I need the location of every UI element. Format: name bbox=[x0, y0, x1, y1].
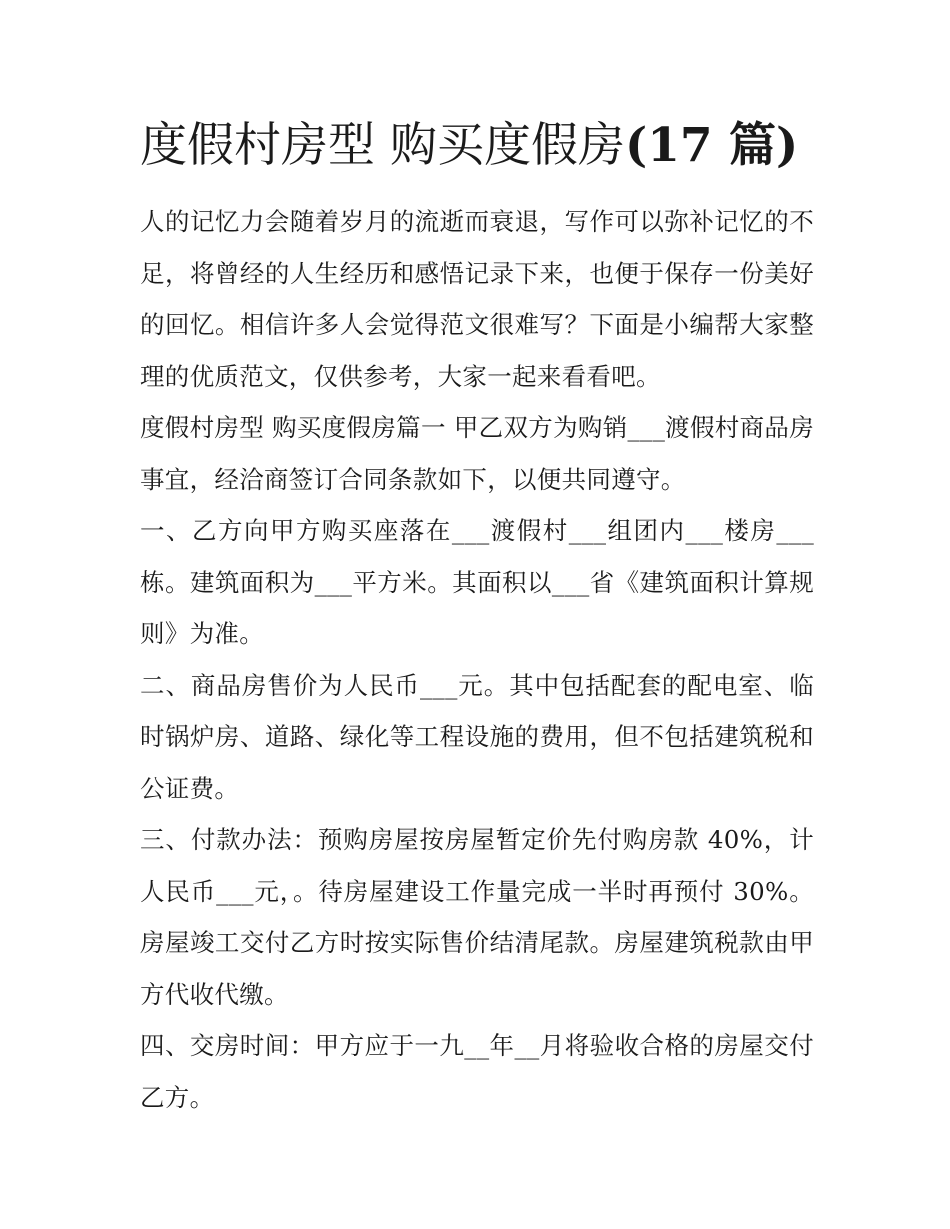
clause-1-paragraph: 一、乙方向甲方购买座落在___渡假村___组团内___楼房___栋。建筑面积为___平方米。其面积以___省《建筑面积计算规则》为准。 bbox=[140, 516, 814, 648]
clause-2-paragraph: 二、商品房售价为人民币___元。其中包括配套的配电室、临时锅炉房、道路、绿化等工程设施的费用，但不包括建筑税和公证费。 bbox=[140, 670, 814, 803]
clause-3-paragraph: 三、付款办法：预购房屋按房屋暂定价先付购房款 40%，计人民币___元，。待房屋建设工作量完成一半时再预付 30%。房屋竣工交付乙方时按实际售价结清尾款。房屋建筑税款由甲方代收代缴。 bbox=[140, 825, 814, 1009]
section-heading-paragraph: 度假村房型 购买度假房篇一 甲乙双方为购销___渡假村商品房事宜，经洽商签订合同条款如下，以便共同遵守。 bbox=[140, 413, 814, 494]
title-count: (17 篇) bbox=[624, 118, 799, 173]
document-body bbox=[140, 196, 814, 1123]
title-main: 度假村房型 购买度假房 bbox=[140, 118, 625, 173]
intro-paragraph: 人的记忆力会随着岁月的流逝而衰退，写作可以弥补记忆的不足，将曾经的人生经历和感悟记录下来，也便于保存一份美好的回忆。相信许多人会觉得范文很难写？下面是小编帮大家整理的优质范文，仅供参考，大家一起来看看吧。 bbox=[140, 207, 814, 391]
document-title bbox=[140, 114, 840, 178]
clause-4-paragraph: 四、交房时间：甲方应于一九__年__月将验收合格的房屋交付乙方。 bbox=[140, 1031, 814, 1112]
